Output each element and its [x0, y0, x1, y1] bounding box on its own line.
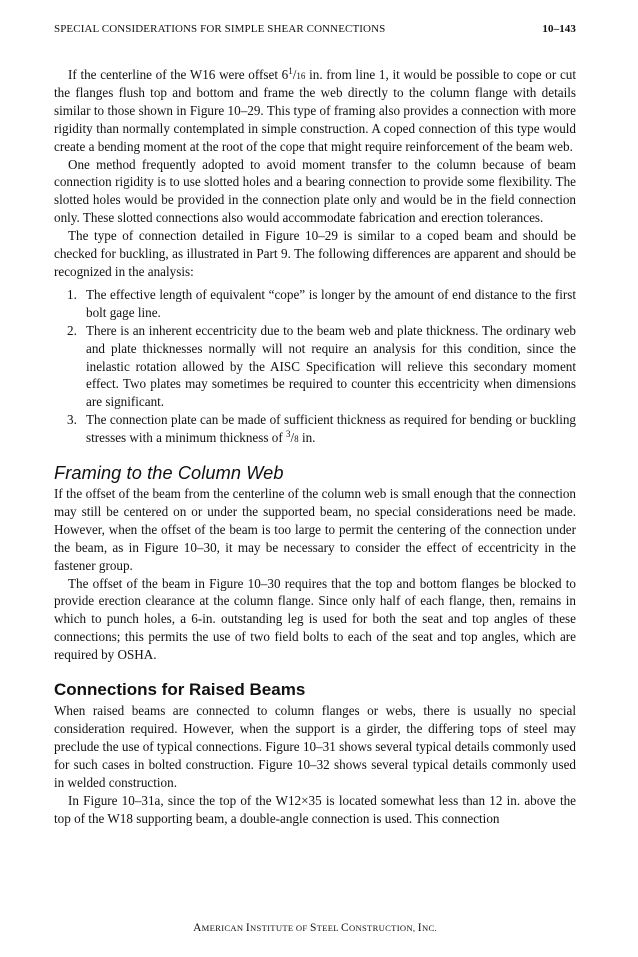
list-item	[54, 286, 576, 322]
footer-initial: I	[417, 922, 422, 934]
paragraph-double-angle: In Figure 10–31a, since the top of the W12×35 is located somewhat less than 12 in. above the top of the W18 supporting beam, a double-angle connection is used. This connection	[54, 792, 576, 826]
list-item-text-part: The connection plate can be made of sufficient thickness as required for bending or buckling stresses with a minimum thickness of	[86, 412, 576, 446]
footer-initial: C	[340, 922, 349, 934]
fraction-denominator: 8	[294, 434, 299, 445]
paragraph-column-web-offset: If the offset of the beam from the centerline of the column web is small enough that the connection may still be centered on or under the supported beam, no special considerations need be made. However, when the offset of the beam is too large to permit the centering of the connection under the beam, as in Figure 10–30, it may be necessary to consider the effect of eccentricity in the fastener group.	[54, 486, 576, 573]
list-item-number: 3.	[67, 412, 77, 428]
section-heading-raised-beams: Connections for Raised Beams	[54, 680, 306, 700]
fraction-denominator: 16	[296, 71, 306, 81]
differences-list	[54, 286, 576, 447]
list-item	[54, 411, 576, 447]
footer-smallcaps: ONSTRUCTION,	[348, 923, 418, 933]
paragraph-text: If the centerline of the W16 were offset 6	[68, 67, 289, 82]
paragraph-flange-blocking: The offset of the beam in Figure 10–30 requires that the top and bottom flanges be blocked to provide erection clearance at the column flange. Since only half of each flange, then, remains in which to punch holes, a 6-in. outstanding leg is used for both the seat and top angles of these connections; this permits the use of two field bolts to each of the seat and top angles, which are required by OSHA.	[54, 575, 576, 663]
page-number: 10–143	[542, 23, 576, 35]
list-item-text: The connection plate can be made of sufficient thickness as required for bending or buckling stresses with a minimum thickness of $^3$/8 in.	[86, 412, 576, 446]
page-footer	[54, 922, 576, 934]
footer-initial: I	[245, 922, 250, 934]
footer-smallcaps: NSTITUTE OF	[250, 923, 310, 933]
footer-smallcaps: MERICAN	[201, 923, 246, 933]
footer-smallcaps: TEEL	[316, 923, 341, 933]
list-item	[54, 322, 576, 412]
paragraph-offset-cope: If the centerline of the W16 were offset $6^1/16$ in. from line 1, it would be possible to cope or cut the flanges flush top and bottom and frame the web directly to the column flange with details similar to those shown in Figure 10–29. This type of framing also provides a connection with more rigidity than normally contemplated in simple construction. A coped connection of this type would create a bending moment at the root of the cope that might require reinforcement of the beam web.	[54, 66, 576, 154]
footer-initial: S	[309, 922, 317, 934]
paragraph-slotted-holes: One method frequently adopted to avoid moment transfer to the column because of beam connection rigidity is to use slotted holes and a bearing connection to provide some flexibility. The slotted holes would be provided in the connection plate only and would be in the field connection only. These slotted connections also would accommodate fabrication and erection tolerances.	[54, 156, 576, 226]
document-page	[54, 0, 576, 957]
fraction-numerator: 3	[286, 429, 291, 440]
fraction-numerator: 1	[288, 66, 293, 76]
footer-initial: A	[193, 922, 202, 934]
paragraph-buckling-check: The type of connection detailed in Figure 10–29 is similar to a coped beam and should be checked for buckling, as illustrated in Part 9. The following differences are apparent and should be recognized in the analysis:	[54, 228, 576, 279]
section-heading-column-web: Framing to the Column Web	[54, 463, 284, 484]
running-header-title: SPECIAL CONSIDERATIONS FOR SIMPLE SHEAR CONNECTIONS	[54, 23, 386, 35]
body-text	[54, 66, 576, 827]
list-item-text: There is an inherent eccentricity due to the beam web and plate thickness. The ordinary web and plate thicknesses normally will not require an analysis for this condition, since the inelastic rotation allowed by the AISC Specification will relieve this secondary moment effect. Two plates may sometimes be required to counter this eccentricity when dimensions are significant.	[86, 322, 576, 410]
list-item-number: 2.	[67, 322, 77, 338]
paragraph-text: in. from line 1, it would be possible to cope or cut the flanges flush top and bottom and frame the web directly to the column flange with details similar to those shown in Figure 10–29. This type of framing also provides a connection with more rigidity than normally contemplated in simple construction. A coped connection of this type would create a bending moment at the root of the cope that might require reinforcement of the beam web.	[54, 67, 576, 154]
list-item-text-part: in.	[298, 430, 316, 446]
footer-smallcaps: NC.	[421, 923, 437, 933]
list-item-text: The effective length of equivalent “cope” is longer by the amount of end distance to the first bolt gage line.	[86, 286, 576, 320]
list-item-number: 1.	[67, 286, 77, 302]
paragraph-raised-beams: When raised beams are connected to column flanges or webs, there is usually no special consideration required. However, when the support is a girder, the differing tops of steel may preclude the use of typical connections. Figure 10–31 shows several typical details commonly used for such cases in bolted construction. Figure 10–32 shows several typical details commonly used in welded construction.	[54, 703, 576, 790]
